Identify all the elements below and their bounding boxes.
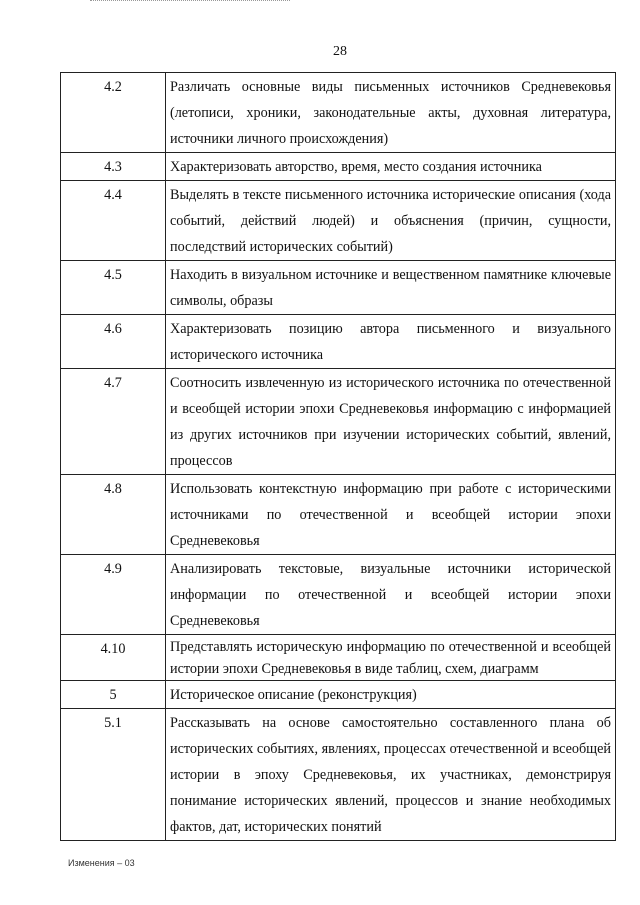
table-row bbox=[61, 475, 616, 555]
table-row bbox=[61, 261, 616, 315]
table-row bbox=[61, 153, 616, 181]
row-number: 4.10 bbox=[61, 635, 166, 681]
row-number: 4.4 bbox=[61, 181, 166, 261]
row-text: Представлять историческую информацию по отечественной и всеобщей истории эпохи Средневековья в виде таблиц, схем, диаграмм bbox=[166, 635, 616, 681]
row-text: Историческое описание (реконструкция) bbox=[166, 681, 616, 709]
row-text: Использовать контекстную информацию при работе с историческими источниками по отечественной и всеобщей истории эпохи Средневековья bbox=[166, 475, 616, 555]
table-row bbox=[61, 181, 616, 261]
page-number: 28 bbox=[333, 44, 347, 59]
footer-revision: Изменения – 03 bbox=[68, 858, 135, 868]
row-text: Рассказывать на основе самостоятельно составленного плана об исторических событиях, явлениях, процессах отечественной и всеобщей истории в эпоху Средневековья, их участниках, демонстрируя понимание исторических явлений, процессов и знание необходимых фактов, дат, исторических понятий bbox=[166, 709, 616, 841]
row-number: 5 bbox=[61, 681, 166, 709]
table-row bbox=[61, 555, 616, 635]
table-row bbox=[61, 315, 616, 369]
row-text: Анализировать текстовые, визуальные источники исторической информации по отечественной и всеобщей истории эпохи Средневековья bbox=[166, 555, 616, 635]
row-text: Соотносить извлеченную из исторического источника по отечественной и всеобщей истории эпохи Средневековья информацию с информацией из других источников при изучении исторических событий, явлений, процессов bbox=[166, 369, 616, 475]
row-number: 4.5 bbox=[61, 261, 166, 315]
row-number: 4.7 bbox=[61, 369, 166, 475]
table-row bbox=[61, 709, 616, 841]
row-number: 4.8 bbox=[61, 475, 166, 555]
row-number: 4.3 bbox=[61, 153, 166, 181]
requirements-table bbox=[60, 72, 616, 841]
table-row bbox=[61, 635, 616, 681]
row-number: 5.1 bbox=[61, 709, 166, 841]
row-number: 4.2 bbox=[61, 73, 166, 153]
scan-artifact-top bbox=[90, 0, 290, 3]
row-text: Находить в визуальном источнике и вещественном памятнике ключевые символы, образы bbox=[166, 261, 616, 315]
row-text: Характеризовать позицию автора письменного и визуального исторического источника bbox=[166, 315, 616, 369]
row-number: 4.6 bbox=[61, 315, 166, 369]
table-row bbox=[61, 681, 616, 709]
row-text: Выделять в тексте письменного источника исторические описания (хода событий, действий людей) и объяснения (причин, сущности, последствий исторических событий) bbox=[166, 181, 616, 261]
table-row bbox=[61, 73, 616, 153]
row-number: 4.9 bbox=[61, 555, 166, 635]
row-text: Характеризовать авторство, время, место создания источника bbox=[166, 153, 616, 181]
table-row bbox=[61, 369, 616, 475]
row-text: Различать основные виды письменных источников Средневековья (летописи, хроники, законодательные акты, духовная литература, источники личного происхождения) bbox=[166, 73, 616, 153]
